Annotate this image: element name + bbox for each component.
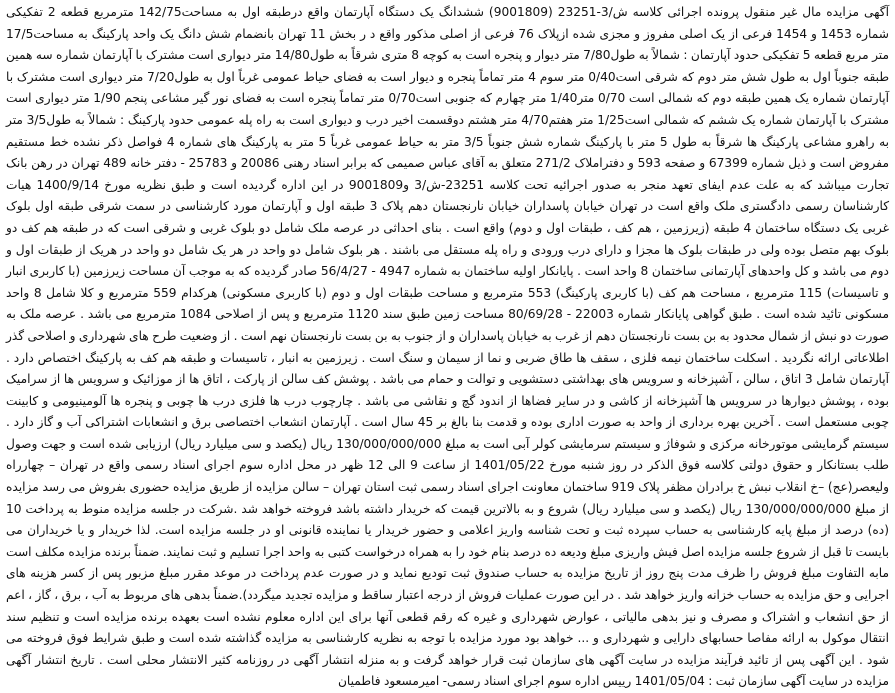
notice-body-text: آگهی مزایده مال غیر منقول پرونده اجرائی کلاسه ش/3-23251 (9001809) ششدانگ یک دستگاه آپارتمان واقع درطبقه اول به مساحت142/75 مترمربع قطعه 2 تفکیکی شماره 1453 و 1454 فرعی از یک اصلی مفروز و مجزی شده ازپلاک 76 فرعی از اصلی مذکور واقع د ر بخش 11 تهران بانضمام شش دانگ یک واحد پارکینگ به مساحت17/5 متر مربع قطعه 5 تفکیکی حدود آپارتمان : شمالاً به طول7/80 متر دیوار و پنجره است به کوچه 8 متری شرقاً به طول14/80 متر دیواری است مشترک با آپارتمان شماره سه همین طبقه جنوباً اول به طول شش متر دوم که شرقی است0/40 متر سوم 4 متر تماماً پنجره و دیوار است به فضای حیاط عمومی غرباً اول به طول7/20 متر دیواری است مشترک با آپارتمان شماره یک همین طبقه دوم که شمالی است 0/70 متر1/40 متر چهارم که جنوبی است0/70 متر تماماً پنجره است به فضای نور گیر مشاعی پنجم 1/90 متر دیواری است مشترک با آپارتمان شماره یک ششم که شمالی است1/25 متر هفتم4/70 متر هشتم دوقسمت اخیر درب و دیواری است به راه پله عمومی حدود پارکینگ : شمالاً به طول3/5 متر به راهرو مشاعی پارکینگ ها شرقاً به طول 5 متر با پارکینگ شماره شش جنوباً 3/5 متر به حیاط عمومی غرباً 5 متر به پارکینگ های شماره 4 فواصل ذکر نشده خط مستقیم مفروض است و ذیل شماره 67399 و صفحه 593 و دفتراملاک 271/2 متعلق به آقای عباس صمیمی که برابر اسناد رهنی 20086 و 25783 - دفتر خانه 489 تهران در رهن بانک تجارت میباشد که به علت عدم ایفای تعهد منجر به صدور اجرائیه تحت کلاسه 23251-ش/3 و9001809 در این اداره گردیده است و طبق نظریه مورخ 1400/9/14 هیات کارشناسان رسمی دادگستری ملک واقع است در تهران خیابان پاسداران خیابان نارنجستان دهم پلاک 3 طبقه اول و آپارتمان مورد کارشناسی در سمت شرقی طبقه اول بلوک غربی یک دستگاه ساختمان 4 طبقه (زیرزمین ، هم کف ، طبقات اول و دوم) واقع است . بنای احداثی در عرصه ملک شامل دو بلوک غربی و شرقی است که در طبقه هم کف دو بلوک بهم متصل بوده ولی در طبقات بلوک ها مجزا و دارای درب ورودی و راه پله مستقل می باشند . هر بلوک شامل دو واحد در هر یک شامل دو واحد در هریک از طبقات اول و دوم می باشد و کل واحدهای آپارتمانی ساختمان 8 واحد است . پایانکار اولیه ساختمان به شماره 4947 - 56/4/27 صادر گردیده که به موجب آن مساحت زیرزمین (با کاربری انبار و تاسیسات) 115 مترمربع ، مساحت هم کف (با کاربری پارکینگ) 553 مترمربع و مساحت طبقات اول و دوم (با کاربری مسکونی) هرکدام 559 مترمربع و کلا شامل 8 واحد مسکونی تائید شده است . طبق گواهی پایانکار شماره 22003 - 80/69/28 مساحت زمین طبق سند 1120 مترمربع و پس از اصلاحی 1084 مترمربع می باشد . عرصه ملک به صورت دو نبش از شمال محدود به بن بست نارنجستان دهم از غرب به خیابان پاسداران و از جنوب به بن بست نارنجستان نهم است . از وضعیت طرح های شهرداری و اصلاحی گذر اطلاعاتی ارائه نگردید . اسکلت ساختمان نیمه فلزی ، سقف ها طاق ضربی و نما از سیمان و سنگ است . زیرزمین به انبار ، تاسیسات و طبقه هم کف به پارکینگ اختصاص دارد . آپارتمان شامل 3 اتاق ، سالن ، آشپزخانه و سرویس های بهداشتی دستشویی و توالت و حمام می باشد . پوشش کف سالن از پارکت ، اتاق ها از موزائیک و سرویس ها از سرامیک بوده ، پوشش دیوارها در سرویس ها آشپزخانه از کاشی و در سایر فضاها از اندود گچ و نقاشی می باشد . چارچوب درب ها فلزی درب ها چوبی و پنجره ها آلومینیومی و کابینت چوبی مستعمل است . آخرین بهره برداری از واحد به صورت اداری بوده و قدمت بنا بالغ بر 45 سال است . آپارتمان انشعاب اختصاصی برق و انشعابات اشتراکی آب و گاز دارد . سیستم گرمایشی موتورخانه مرکزی و شوفاژ و سیستم سرمایشی کولر آبی است به مبلغ 130/000/000/000 ریال (یکصد و سی میلیارد ریال) ارزیابی شده است و جهت وصول طلب بستانکار و حقوق دولتی کلاسه فوق الذکر در روز شنبه مورخ 1401/05/22 از ساعت 9 الی 12 ظهر در محل اداره سوم اجرای اسناد رسمی واقع در تهران – چهارراه ولیعصر(عج) –خ انقلاب نبش خ برادران مظفر پلاک 919 ساختمان معاونت اجرای اسناد رسمی ثبت استان تهران – سالن مزایده از طریق مزایده حضوری بفروش می رسد مزایده از مبلغ 130/000/000/000 ریال (یکصد و سی میلیارد ریال) شروع و به بالاترین قیمت که خریدار داشته باشد فروخته خواهد شد .شرکت در جلسه مزایده منوط به پرداخت 10 (ده) درصد از مبلغ پایه کارشناسی به حساب سپرده ثبت و تحت شناسه واریز اعلامی و حضور خریدار یا نماینده قانونی او در جلسه مزایده است. لذا خریدار و یا خریداران می بایست تا قبل از شروع جلسه مزایده اصل فیش واریزی مبلغ ودیعه ده درصد بنام خود را به همراه درخواست کتبی به واحد اجرا تسلیم و ثبت نمایند. ضمناً برنده مزایده مکلف است مابه التفاوت مبلغ فروش را ظرف مدت پنج روز از تاریخ مزایده به حساب صندوق ثبت تودیع نماید و در صورت عدم پرداخت در موعد مقرر مبلغ مزبور پس از کسر هزینه های اجرایی و حق مزایده به حساب خزانه واریز خواهد شد . در این صورت عملیات فروش از درجه اعتبار ساقط و مزایده تجدید میگردد).ضمناً بدهی های مربوط به آب ، برق ، گاز ، اعم از حق انشعاب و اشتراک و مصرف و نیز بدهی مالیاتی ، عوارض شهرداری و غیره که رقم قطعی آنها برای این اداره معلوم نشده است بعهده برنده مزایده است و تنظیم سند انتقال موکول به ارائه مفاصا حسابهای دارایی و شهرداری و ... خواهد بود مورد مزایده با توجه به نظریه کارشناسی به مزایده گذاشته شده است و طبق شرایط فوق فروخته می شود . این آگهی پس از تائید فرآیند مزایده در سایت آگهی های سازمان ثبت قرار خواهد گرفت و به منزله انتشار آگهی در روزنامه کثیر الانتشار محلی است . تاریخ انتشار آگهی مزایده در سایت آگهی سازمان ثبت : 1401/05/04 رییس اداره سوم اجرای اسناد رسمی- امیرمسعود فاطمیان	[6, 5, 890, 689]
